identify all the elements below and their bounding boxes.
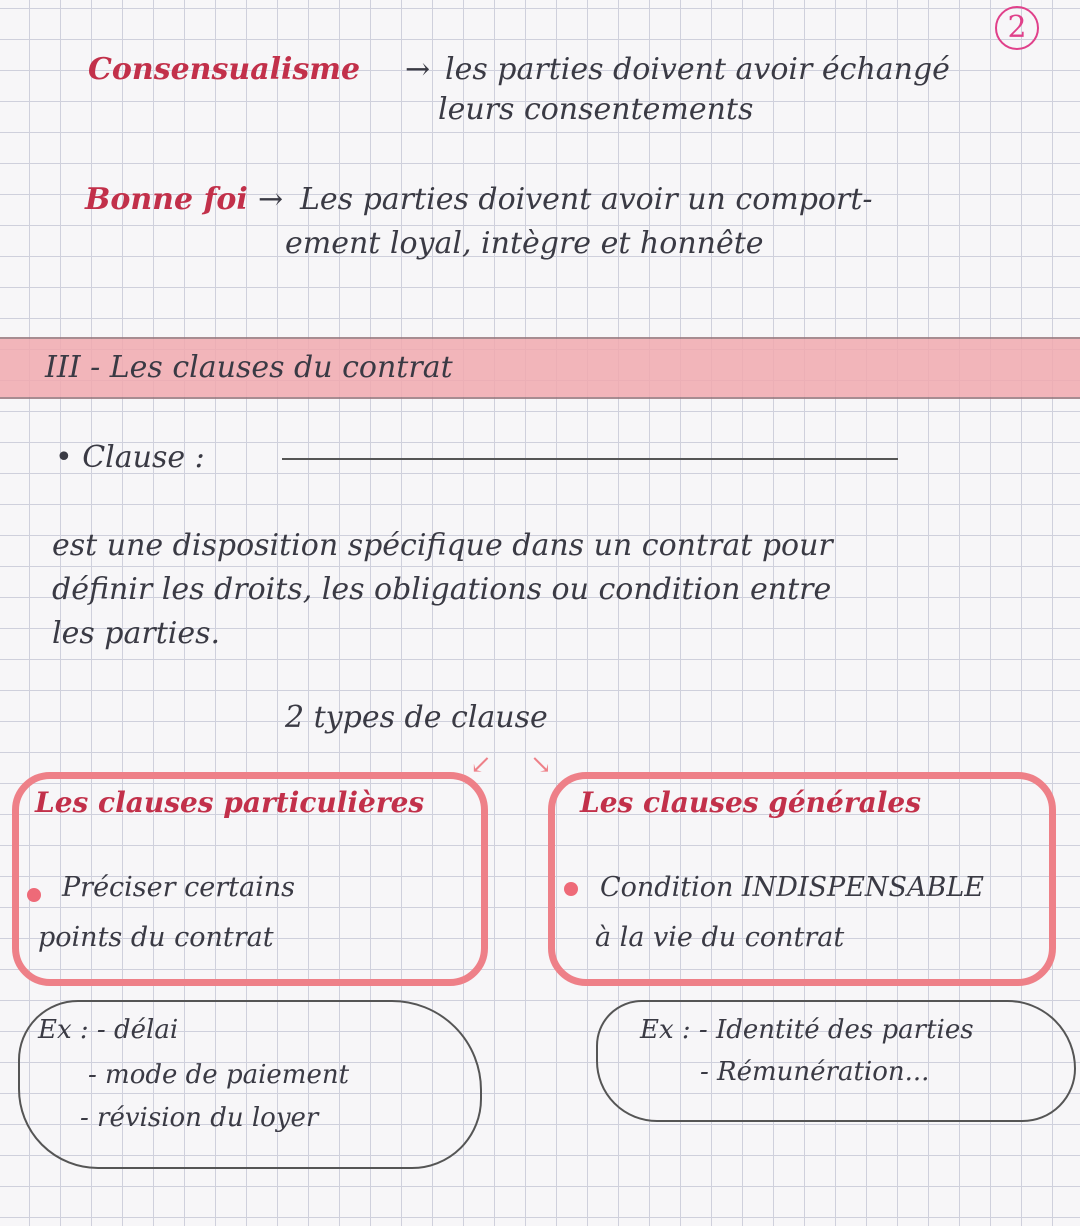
type-title: Les clauses générales <box>580 786 921 819</box>
example-line: - révision du loyer <box>80 1103 319 1133</box>
clause-definition-line: définir les droits, les obligations ou condition entre <box>52 572 832 607</box>
definition-line: les parties doivent avoir échangé <box>445 52 950 87</box>
bullet-icon <box>564 882 578 896</box>
example-line: Ex : - délai <box>38 1015 179 1045</box>
type-title: Les clauses particulières <box>35 786 425 819</box>
arrow-down-left-icon: ↙ <box>470 750 492 780</box>
definition-line: leurs consentements <box>438 92 754 127</box>
type-bullet-line: Condition INDISPENSABLE <box>600 872 985 903</box>
clause-label: • Clause : <box>55 440 205 475</box>
example-line: - mode de paiement <box>88 1060 350 1090</box>
page-number: 2 <box>995 6 1039 50</box>
definition-line: Les parties doivent avoir un comport- <box>300 182 873 217</box>
clause-definition-line: est une disposition spécifique dans un contrat pour <box>52 528 833 563</box>
example-line: Ex : - Identité des parties <box>640 1015 974 1045</box>
type-bullet-line: à la vie du contrat <box>595 922 845 953</box>
term-consensualisme: Consensualisme <box>88 52 361 87</box>
arrow-down-right-icon: ↘ <box>530 750 552 780</box>
blank-line <box>282 458 898 460</box>
type-bullet-line: Préciser certains <box>62 872 295 903</box>
arrow-icon: → <box>258 182 284 217</box>
example-line: - Rémunération... <box>700 1057 930 1087</box>
type-bullet-line: points du contrat <box>38 922 274 953</box>
bullet-icon <box>27 888 41 902</box>
section-title: III - Les clauses du contrat <box>45 350 453 385</box>
definition-line: ement loyal, intègre et honnête <box>285 226 764 261</box>
types-heading: 2 types de clause <box>285 700 548 735</box>
clause-definition-line: les parties. <box>52 616 221 651</box>
term-bonne-foi: Bonne foi <box>85 182 248 217</box>
arrow-icon: → <box>405 52 431 87</box>
